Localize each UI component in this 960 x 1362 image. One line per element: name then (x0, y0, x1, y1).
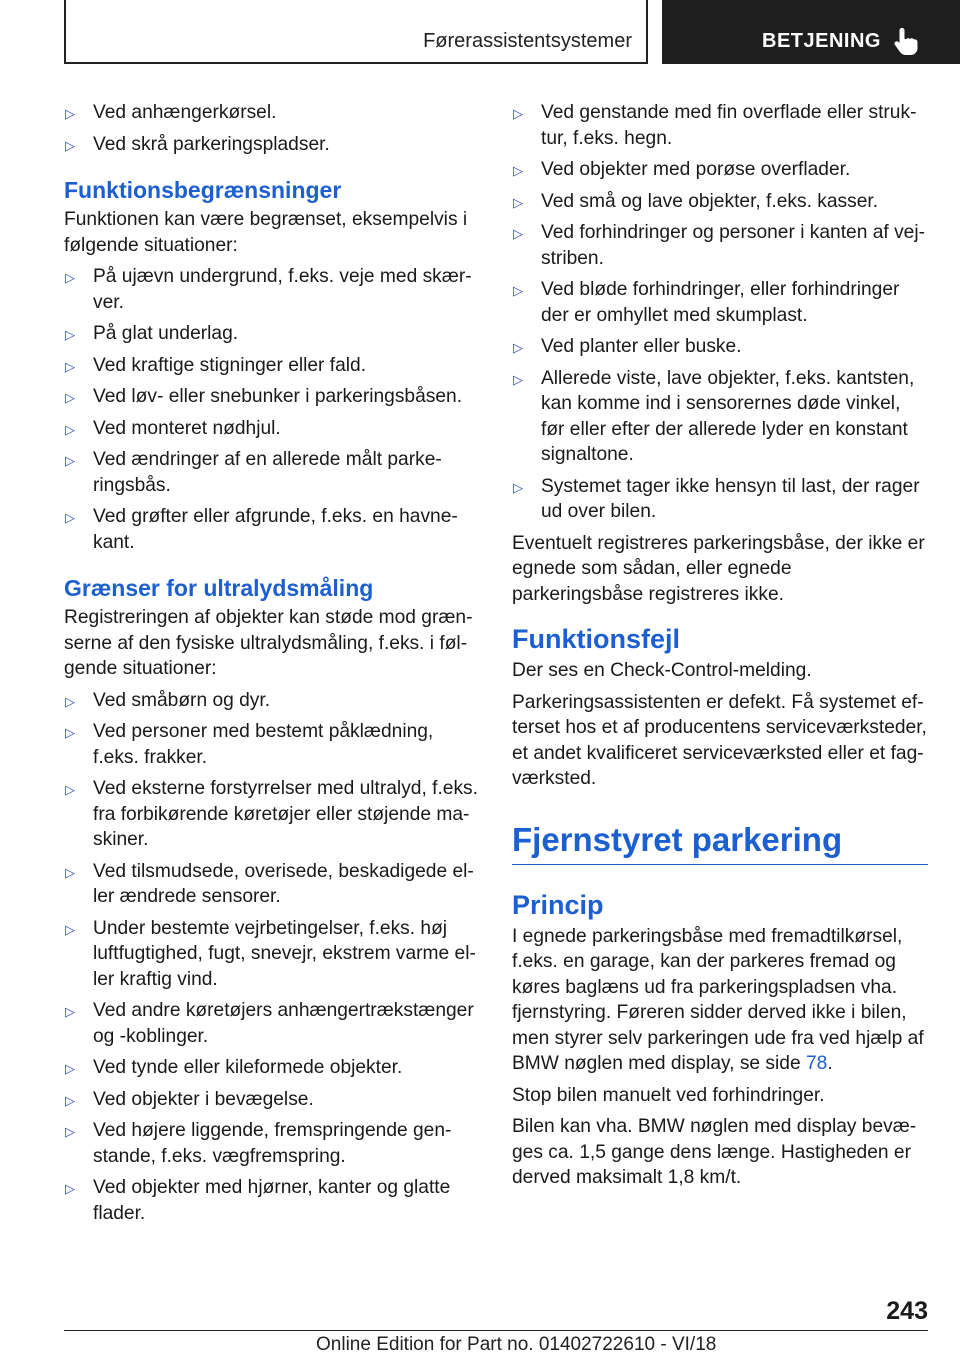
list-item: ▷ Ved objekter med porøse overflader. (512, 157, 928, 183)
malfunction-paragraph-2: Parkeringsassistenten er defekt. Få systemet efterset hos et af producentens serviceværksteder, et andet kvalificeret serviceværksted eller et fagværksted. (512, 691, 927, 789)
list-item: ▷ Ved tynde eller kileformede objekter. (64, 1055, 480, 1081)
list-item: ▷ Ved eksterne forstyrrelser med ultralyd, f.eks. fra forbikørende køretøjer eller støjende maskiner. (65, 778, 478, 850)
bullet-triangle-icon: ▷ (65, 106, 75, 121)
bullet-triangle-icon: ▷ (65, 1061, 75, 1076)
bullet-triangle-icon: ▷ (65, 864, 75, 880)
page-reference-link[interactable]: 78 (805, 1053, 828, 1074)
bullet-triangle-icon: ▷ (65, 390, 75, 405)
footer-divider (64, 1330, 928, 1331)
list-item: ▷ Allerede viste, lave objekter, f.eks. kantsten, kan komme ind i sensorernes døde vinkel, før eller efter der allerede lyder en konstant signaltone. (513, 367, 915, 465)
bullet-triangle-icon: ▷ (65, 1124, 75, 1139)
bullet-triangle-icon: ▷ (65, 453, 75, 468)
principle-heading: Princip (512, 889, 604, 920)
list-item: ▷ Ved anhængerkørsel. (64, 100, 480, 126)
bullet-triangle-icon: ▷ (65, 693, 75, 709)
limitations-intro: Funktionen kan være begrænset, eksempelvis i følgende situationer: (64, 209, 468, 256)
bullet-triangle-icon: ▷ (513, 340, 523, 355)
malfunction-heading: Funktionsfejl (512, 624, 680, 654)
list-item: ▷ Ved monteret nødhjul. (64, 416, 480, 442)
bullet-triangle-icon: ▷ (513, 194, 523, 210)
principle-paragraph-1: I egnede parkeringsbåse med fremadtilkørsel, f.eks. en garage, kan der parkeres fremad og køres baglæns ud fra parkeringspladsen vha. fjernstyring. Føreren sidder derved ikke i bilen, men styrer selv parkeringen ude fra ved hjælp af BMW nøglen med display, se side 78. (512, 925, 924, 1074)
bullet-triangle-icon: ▷ (65, 137, 75, 153)
bullet-triangle-icon: ▷ (65, 358, 75, 374)
list-item: ▷ Ved løv- eller snebunker i parkeringsbåsen. (64, 384, 480, 410)
list-item: ▷ På ujævn undergrund, f.eks. veje med skærver. (65, 266, 472, 313)
principle-paragraph-3: Bilen kan vha. BMW nøglen med display bevæges ca. 1,5 gange dens længe. Hastigheden er derved maksimalt 1,8 km/t. (512, 1116, 917, 1188)
list-item: ▷ Ved skrå parkeringspladser. (64, 132, 480, 158)
bullet-triangle-icon: ▷ (513, 283, 523, 298)
list-item: ▷ Ved planter eller buske. (512, 334, 928, 360)
bullet-triangle-icon: ▷ (65, 327, 75, 342)
remote-parking-title-block (512, 820, 928, 865)
list-item: ▷ Systemet tager ikke hensyn til last, der rager ud over bilen. (513, 475, 920, 522)
list-item: ▷ Ved genstande med fin overflade eller struktur, f.eks. hegn. (513, 102, 917, 149)
list-item: ▷ Ved andre køretøjers anhængertrækstænger og -koblinger. (65, 1000, 474, 1047)
list-item: ▷ Ved højere liggende, fremspringende genstande, f.eks. vægfremspring. (65, 1120, 452, 1167)
bullet-triangle-icon: ▷ (65, 1004, 75, 1019)
list-item: ▷ Ved forhindringer og personer i kanten af vejstriben. (513, 222, 925, 269)
bullet-triangle-icon: ▷ (65, 921, 75, 937)
bullet-triangle-icon: ▷ (65, 782, 75, 797)
bullet-triangle-icon: ▷ (513, 226, 523, 241)
header-section-tab (64, 0, 648, 64)
list-item: ▷ Ved kraftige stigninger eller fald. (64, 353, 480, 379)
ultrasonic-heading: Grænser for ultralydsmåling (64, 575, 374, 601)
bullet-triangle-icon: ▷ (65, 510, 75, 525)
list-item: ▷ Ved grøfter eller afgrunde, f.eks. en havnekant. (65, 506, 458, 553)
list-item: ▷ Ved små og lave objekter, f.eks. kasser. (512, 189, 928, 215)
list-item: ▷ Ved ændringer af en allerede målt parkeringsbås. (65, 449, 442, 496)
bullet-triangle-icon: ▷ (65, 421, 75, 437)
left-column (64, 100, 480, 1232)
bullet-triangle-icon: ▷ (513, 163, 523, 178)
bullet-triangle-icon: ▷ (513, 106, 523, 121)
list-item: ▷ Under bestemte vejrbetingelser, f.eks. høj luftfugtighed, fugt, snevejr, ekstrem varme eller kraftig vind. (65, 917, 476, 990)
bullet-triangle-icon: ▷ (513, 371, 523, 387)
header-chapter-title: BETJENING (762, 30, 881, 52)
list-item: ▷ Ved objekter med hjørner, kanter og glatte flader. (65, 1177, 451, 1224)
ultrasonic-intro: Registreringen af objekter kan støde mod grænserne af den fysiske ultralydsmåling, f.eks. i følgende situationer: (64, 607, 473, 679)
pointing-hand-icon (892, 26, 920, 56)
list-item: ▷ Ved objekter i bevægelse. (64, 1087, 480, 1113)
list-item: ▷ Ved småbørn og dyr. (64, 688, 480, 714)
bullet-triangle-icon: ▷ (65, 1181, 75, 1196)
bullet-triangle-icon: ▷ (65, 270, 75, 285)
after-bullets-paragraph: Eventuelt registreres parkeringsbåse, der ikke er egnede som sådan, eller egnede parkeringsbåse registreres ikke. (512, 532, 925, 605)
bullet-triangle-icon: ▷ (65, 1092, 75, 1108)
limitations-heading: Funktionsbegrænsninger (64, 177, 342, 203)
page-number: 243 (886, 1297, 928, 1325)
principle-paragraph-2: Stop bilen manuelt ved forhindringer. (512, 1084, 825, 1106)
bullet-triangle-icon: ▷ (65, 725, 75, 740)
header-section-title: Førerassistentsystemer (423, 30, 632, 52)
list-item: ▷ På glat underlag. (64, 321, 480, 347)
bullet-triangle-icon: ▷ (513, 479, 523, 495)
remote-parking-title: Fjernstyret parkering (512, 820, 843, 858)
list-item: ▷ Ved personer med bestemt påklædning, f.eks. frakker. (65, 721, 434, 768)
footer-edition-text: Online Edition for Part no. 01402722610 - VI/18 (316, 1334, 717, 1355)
list-item: ▷ Ved bløde forhindringer, eller forhindringer der er omhyllet med skumplast. (513, 279, 900, 326)
list-item: ▷ Ved tilsmudsede, overisede, beskadigede eller ændrede sensorer. (65, 860, 474, 907)
right-column (512, 100, 928, 1197)
malfunction-paragraph-1: Der ses en Check-Control-melding. (512, 660, 812, 681)
